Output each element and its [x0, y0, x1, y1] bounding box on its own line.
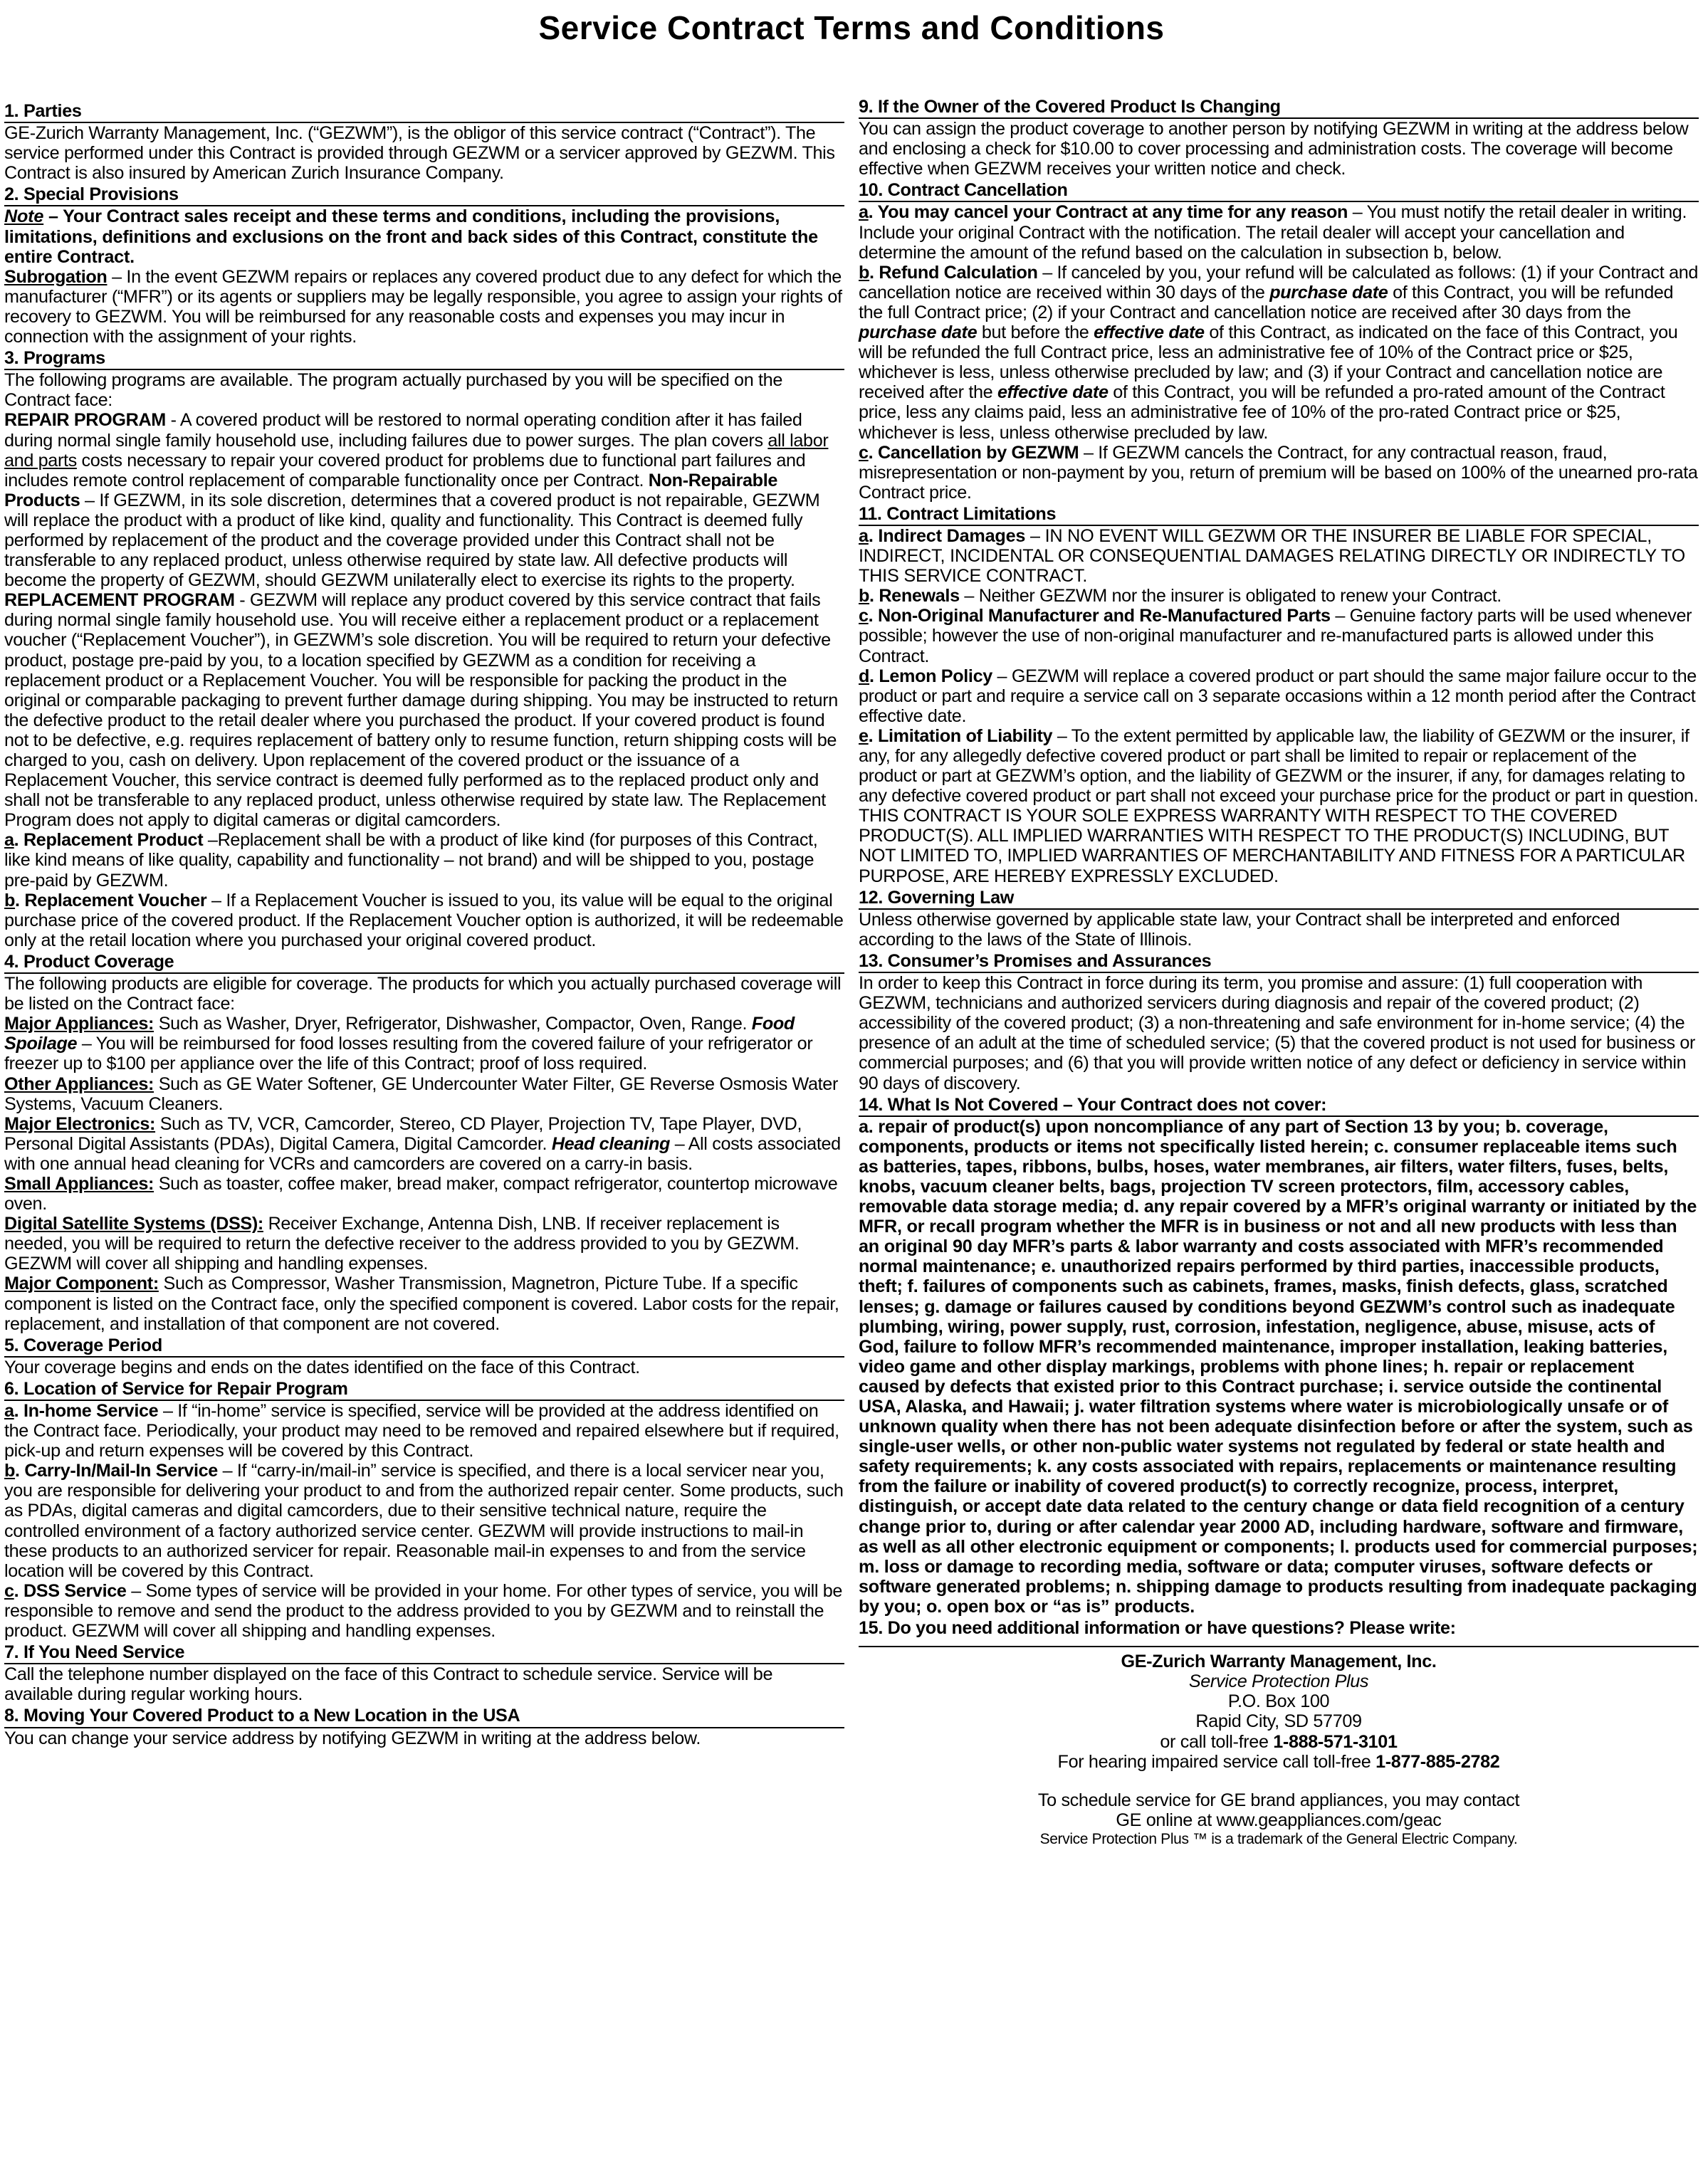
renewals-text: – Neither GEZWM nor the insurer is obligated to renew your Contract. [959, 586, 1502, 607]
section-body: Your coverage begins and ends on the dates identified on the face of this Contract. [4, 1357, 640, 1377]
repair-program-label: REPAIR PROGRAM [4, 410, 166, 431]
section-heading: 1. Parties [4, 101, 844, 123]
purchase-date-term: purchase date [859, 322, 978, 343]
repair-program-text-2: costs necessary to repair your covered product for problems due to functional part failures and includes remote control replacement of comparable functionality once per Contract. [4, 450, 806, 490]
subrogation-text: – In the event GEZWM repairs or replaces any covered product due to any defect for which the manufacturer (“MFR”) or its agents or suppliers may be legally responsible, you agree to assign your rights of recovery to GEZWM. You will be reimbursed for any reasonable costs and expenses you may incur in connection with the assignment of your rights. [4, 266, 842, 347]
section-body: GE-Zurich Warranty Management, Inc. (“GEZWM”), is the obligor of this service contract (“Contract”). The service performed under this Contract is provided through GEZWM or a servicer approved by GEZWM. This Contract is also insured by American Zurich Insurance Company. [4, 123, 835, 184]
cancel-anytime-label: . You may cancel your Contract at any time for any reason [868, 202, 1348, 223]
company-name: GE-Zurich Warranty Management, Inc. [1121, 1652, 1437, 1672]
lemon-policy-label: . Lemon Policy [869, 666, 992, 686]
section-heading: 3. Programs [4, 348, 844, 370]
programs-intro: The following programs are available. The program actually purchased by you will be specified on the Contract face: [4, 370, 782, 411]
subsection-letter: d [859, 666, 870, 686]
limitation-of-liability-text: – To the extent permitted by applicable law, the liability of GEZWM or the insurer, if any, for any allegedly defective covered product or part shall be limited to repair or replacement of the product or part at GEZWM’s option, and the liability of GEZWM or the insurer, if any, for damages relating to any defective covered product or part shall not exceed your purchase price for the product or part in question. THIS CONTRACT IS YOUR SOLE EXPRESS WARRANTY WITH RESPECT TO THE COVERED PRODUCT(S). ALL IMPLIED WARRANTIES WITH RESPECT TO THE PRODUCT(S) INCLUDING, BUT NOT LIMITED TO, IMPLIED WARRANTIES OF MERCHANTABILITY AND FITNESS FOR A PARTICULAR PURPOSE, ARE HEREBY EXPRESSLY EXCLUDED. [859, 725, 1699, 886]
dss-service-paragraph [4, 1581, 844, 1641]
renewals-label: . Renewals [869, 586, 960, 607]
schedule-service-line-2: GE online at www.geappliances.com/geac [1116, 1810, 1442, 1830]
section-heading: 14. What Is Not Covered – Your Contract does not cover: [859, 1095, 1699, 1117]
major-appliances-text: Such as Washer, Dryer, Refrigerator, Dishwasher, Compactor, Oven, Range. [154, 1014, 752, 1034]
section-coverage-period [4, 1335, 844, 1377]
subsection-letter: a [859, 525, 869, 546]
subsection-letter: a [4, 830, 14, 851]
section-moving-product [4, 1706, 844, 1748]
non-original-parts-label: . Non-Original Manufacturer and Re-Manufactured Parts [868, 606, 1331, 626]
carry-in-service-text: – If “carry-in/mail-in” service is specified, and there is a local servicer near you, you are responsible for delivering your product to and from the authorized repair center. Some products, such as PDAs, digital cameras and digital camcorders, due to their sensitive technical nature, require the controlled environment of a factory authorized service center. GEZWM will provide instructions to mail-in these products to an authorized servicer for repair. Reasonable mail-in expenses to and from the service location will be covered by this Contract. [4, 1461, 844, 1581]
section-heading: 2. Special Provisions [4, 184, 844, 206]
section-contract-limitations [859, 504, 1699, 886]
section-heading: 10. Contract Cancellation [859, 180, 1699, 202]
major-appliances-label: Major Appliances: [4, 1014, 154, 1034]
section-heading: 5. Coverage Period [4, 1335, 844, 1358]
section-additional-information [859, 1618, 1699, 1849]
in-home-service-text: – If “in-home” service is specified, service will be provided at the address identified on the Contract face. Periodically, your product may need to be removed and repaired elsewhere but if required, pick-up and return expenses will be covered by this Contract. [4, 1401, 839, 1461]
section-heading: 12. Governing Law [859, 888, 1699, 910]
head-cleaning-label: Head cleaning [551, 1133, 671, 1154]
note-text: – Your Contract sales receipt and these terms and conditions, including the provisions, limitations, definitions and exclusions on the front and back sides of this Contract, constitute the entire Contract. [4, 206, 818, 267]
food-spoilage-label: Food Spoilage [4, 1014, 795, 1054]
major-electronics-label: Major Electronics: [4, 1113, 156, 1134]
carry-in-service-paragraph [4, 1461, 844, 1581]
section-programs [4, 348, 844, 950]
major-component-paragraph [4, 1274, 844, 1333]
in-home-service-label: . In-home Service [14, 1401, 159, 1421]
section-body: Call the telephone number displayed on the face of this Contract to schedule service. Service will be available during regular working hours. [4, 1664, 773, 1705]
refund-text: of this Contract, you will be refunded a pro-rated amount of the Contract price, less any claims paid, less an administrative fee of 10% of the pro-rated Contract price or $25, whichever is less, unless otherwise precluded by law. [859, 382, 1665, 443]
dss-service-label: . DSS Service [14, 1580, 127, 1601]
refund-text: but before the [977, 322, 1094, 343]
non-repairable-label: Non-Repairable Products [4, 470, 778, 510]
replacement-program-paragraph [4, 590, 844, 830]
section-heading: 15. Do you need additional information or have questions? Please write: [859, 1618, 1456, 1639]
po-box: P.O. Box 100 [1227, 1691, 1330, 1712]
replacement-product-paragraph [4, 830, 844, 890]
major-component-text: Such as Compressor, Washer Transmission, Magnetron, Picture Tube. If a specific component is listed on the Contract face, only the specified component is covered. Labor costs for the repair, replacement, and installation of that component are not covered. [4, 1274, 839, 1334]
subsection-letter: c [859, 606, 869, 626]
refund-text: – If canceled by you, your refund will be calculated as follows: (1) if your Contract and cancellation notice are received within 30 days of the [859, 262, 1699, 303]
small-appliances-paragraph [4, 1174, 844, 1214]
section-special-provisions [4, 184, 844, 347]
limitation-of-liability-paragraph [859, 726, 1699, 886]
subrogation-paragraph [4, 267, 844, 347]
subsection-letter: a [859, 202, 869, 223]
subsection-letter: b [859, 262, 870, 283]
non-repairable-text: – If GEZWM, in its sole discretion, determines that a covered product is not repairable, GEZWM will replace the product with a product of like kind, quality and functionality. This Contract is deemed fully performed by replacement of the product and the coverage provided under this Contract shall not be transferable to any replaced product, unless otherwise required by state law. All defective products will become the property of GEZWM, should GEZWM unilaterally elect to exercise its rights to the property. [4, 490, 820, 591]
small-appliances-label: Small Appliances: [4, 1173, 154, 1194]
section-heading: 6. Location of Service for Repair Program [4, 1379, 844, 1401]
replacement-voucher-text: – If a Replacement Voucher is issued to you, its value will be equal to the original purchase price of the covered product. If the Replacement Voucher option is authorized, it will be redeemable only at the retail location where you purchased your original covered product. [4, 890, 844, 950]
replacement-product-text: –Replacement shall be with a product of like kind (for purposes of this Contract, like kind means of like quality, capability and functionality – not brand) and will be shipped to you, postage pre-paid by GEZWM. [4, 830, 818, 891]
dss-text: Receiver Exchange, Antenna Dish, LNB. If receiver replacement is needed, you will be required to return the defective receiver to the address provided to you by GEZWM. GEZWM will cover all shipping and handling expenses. [4, 1214, 800, 1274]
note-paragraph [4, 206, 844, 266]
food-spoilage-text: – You will be reimbursed for food losses resulting from the covered failure of your refrigerator or freezer up to $100 per appliance over the life of this Contract; proof of loss required. [4, 1034, 813, 1074]
refund-text: of this Contract, you will be refunded the full Contract price; (2) if your Contract and cancellation notice are received after 30 days from the [859, 282, 1674, 322]
subsection-letter: b [4, 890, 16, 910]
refund-calculation-label: . Refund Calculation [869, 262, 1038, 283]
exclusions-list: a. repair of product(s) upon noncompliance of any part of Section 13 by you; b. coverage, components, products or items not specifically listed herein; c. consumer replaceable items such as batteries, tapes, ribbons, bulbs, hoses, water membranes, air filters, water filters, fuses, belts, knobs, vacuum cleaner belts, bags, projection TV screen protectors, film, accessory cables, removable data storage media; d. any repair covered by a MFR’s original warranty or initiated by the MFR, or recall program whether the MFR is in business or not and all new products with less than an original 90 day MFR’s parts & labor warranty and costs associated with MFR’s recommended normal maintenance; e. unauthorized repairs performed by third parties, inaccessible products, theft; f. failures of components such as cabinets, frames, masks, finish defects, glass, scratched lenses; g. damage or failures caused by conditions beyond GEZWM’s control such as inadequate plumbing, wiring, power supply, rust, corrosion, infestation, negligence, abuse, misuse, acts of God, failure to follow MFR’s recommended maintenance, improper installation, leaking batteries, video game and other display markings, problems with phone lines; h. repair or replacement caused by defects that existed prior to this Contract purchase; i. service outside the continental USA, Alaska, and Hawaii; j. water filtration systems where water is microbiologically unsafe or of unknown quality when there has not been adequate disinfection before or after the system, such as single-user wells, or other non-public water systems not regulated by federal or state health and safety requirements; k. any costs associated with repairs, replacements or maintenance resulting from the failure or inability of covered product(s) to correctly recognize, process, interpret, distinguish, or accept date data related to the century change or data field recognition of a century change prior to, during or after calendar year 2000 AD, including hardware, software and firmware, as well as all other electronic equipment or components; l. products used for commercial purposes; m. loss or damage to recording media, software or data; computer viruses, software defects or software generated problems; n. shipping damage to products resulting from inadequate packaging by you; o. open box or “as is” products. [859, 1116, 1698, 1617]
purchase-date-term: purchase date [1269, 282, 1388, 303]
indirect-damages-label: . Indirect Damages [868, 525, 1026, 546]
cancellation-by-gezwm-label: . Cancellation by GEZWM [868, 442, 1079, 463]
columns [4, 71, 1699, 1849]
contact-address-block [859, 1646, 1699, 1849]
section-heading: 9. If the Owner of the Covered Product Is Changing [859, 97, 1699, 119]
major-electronics-text: Such as TV, VCR, Camcorder, Stereo, CD Player, Projection TV, Tape Player, DVD, Personal Digital Assistants (PDAs), Digital Camera, Digital Camcorder. [4, 1113, 802, 1154]
major-component-label: Major Component: [4, 1274, 159, 1294]
document-title: Service Contract Terms and Conditions [538, 9, 1165, 46]
section-location-of-service [4, 1379, 844, 1641]
replacement-voucher-paragraph [4, 891, 844, 950]
trademark-notice: Service Protection Plus ™ is a trademark of the General Electric Company. [1039, 1830, 1518, 1847]
cancellation-by-gezwm-paragraph [859, 443, 1699, 503]
section-heading: 11. Contract Limitations [859, 504, 1699, 526]
small-appliances-text: Such as toaster, coffee maker, bread maker, compact refrigerator, countertop microwave oven. [4, 1173, 838, 1214]
section-owner-changing [859, 97, 1699, 179]
repair-program-paragraph [4, 410, 844, 590]
subsection-letter: c [859, 442, 869, 463]
coverage-intro: The following products are eligible for coverage. The products for which you actually purchased coverage will be listed on the Contract face: [4, 974, 842, 1014]
section-governing-law [859, 888, 1699, 950]
section-product-coverage [4, 952, 844, 1334]
section-contract-cancellation [859, 180, 1699, 503]
section-body: Unless otherwise governed by applicable state law, your Contract shall be interpreted and enforced according to the laws of the State of Illinois. [859, 909, 1620, 950]
dss-label: Digital Satellite Systems (DSS): [4, 1214, 263, 1234]
subsection-letter: a [4, 1401, 14, 1421]
toll-free-line [859, 1732, 1699, 1752]
hearing-impaired-number: 1-877-885-2782 [1376, 1751, 1500, 1772]
effective-date-term: effective date [1094, 322, 1205, 343]
replacement-program-label: REPLACEMENT PROGRAM [4, 590, 235, 611]
repair-program-underlined: all labor and parts [4, 430, 829, 471]
section-heading: 4. Product Coverage [4, 952, 844, 974]
refund-text: of this Contract, as indicated on the face of this Contract, you will be refunded the full Contract price, less an administrative fee of 10% of the Contract price or $25, whichever is less, unless otherwise precluded by law; and (3) if your Contract and cancellation notice are received after the [859, 322, 1678, 403]
replacement-program-text: - GEZWM will replace any product covered by this service contract that fails during normal single family household use. You will receive either a replacement product or a replacement voucher (“Replacement Voucher”), in GEZWM’s sole discretion. You will be required to return your defective product, postage pre-paid by you, to a location specified by GEZWM as a condition for receiving a replacement product or a Replacement Voucher. You will be responsible for packing the product in the original or comparable packaging to prevent further damage during shipping. You may be instructed to return the defective product to the retail dealer where you purchased the product. If your covered product is found not to be defective, e.g. requires replacement of battery only to resume function, return shipping costs will be charged to you, cash on delivery. Upon replacement of the covered product or the issuance of a Replacement Voucher, this service contract is deemed fully performed as to the replaced product only and shall not be transferable to any replaced product, unless otherwise required by state law. The Replacement Program does not apply to digital cameras or digital camcorders. [4, 590, 838, 831]
city-state-zip: Rapid City, SD 57709 [1195, 1711, 1362, 1732]
subsection-letter: e [859, 725, 869, 746]
section-body: In order to keep this Contract in force during its term, you promise and assure: (1) full cooperation with GEZWM, technicians and authorized servicers during diagnosis and repair of the covered product; (2) accessibility of the covered product; (3) a non-threatening and safe environment for in-home service; (4) the presence of an adult at the time of scheduled service; (5) that the covered product is not used for business or commercial purposes; and (6) that you will provide written notice of any defect or deficiency in service within 90 days of discovery. [859, 973, 1696, 1093]
hearing-impaired-text: For hearing impaired service call toll-free [1057, 1751, 1376, 1772]
indirect-damages-paragraph [859, 526, 1699, 586]
section-body: You can assign the product coverage to another person by notifying GEZWM in writing at the address below and enclosing a check for $10.00 to cover processing and administration costs. The coverage will become effective when GEZWM receives your written notice and check. [859, 119, 1689, 179]
section-heading: 8. Moving Your Covered Product to a New Location in the USA [4, 1706, 844, 1728]
schedule-service-line-1: To schedule service for GE brand appliances, you may contact [1037, 1790, 1520, 1810]
section-heading: 13. Consumer’s Promises and Assurances [859, 951, 1699, 973]
subsection-letter: b [859, 586, 870, 607]
toll-free-text: or call toll-free [1160, 1731, 1274, 1752]
carry-in-service-label: . Carry-In/Mail-In Service [15, 1461, 218, 1481]
replacement-product-label: . Replacement Product [14, 830, 204, 851]
major-appliances-paragraph [4, 1014, 844, 1073]
subsection-letter: b [4, 1461, 16, 1481]
left-column [4, 100, 844, 1849]
subrogation-label: Subrogation [4, 266, 108, 287]
other-appliances-paragraph [4, 1074, 844, 1114]
replacement-voucher-label: . Replacement Voucher [15, 890, 207, 910]
section-heading: 7. If You Need Service [4, 1642, 844, 1664]
hearing-impaired-line [859, 1752, 1699, 1772]
section-not-covered [859, 1095, 1699, 1617]
note-label: Note [4, 206, 44, 227]
spacer [859, 1772, 1699, 1790]
section-if-you-need-service [4, 1642, 844, 1704]
dss-paragraph [4, 1214, 844, 1274]
in-home-service-paragraph [4, 1401, 844, 1461]
section-consumer-promises [859, 951, 1699, 1093]
head-cleaning-text: – All costs associated with one annual head cleaning for VCRs and camcorders are covered on a carry-in basis. [4, 1133, 841, 1174]
section-parties [4, 101, 844, 183]
cancel-anytime-paragraph [859, 202, 1699, 262]
cancel-anytime-text: – You must notify the retail dealer in writing. Include your original Contract with the notification. The retail dealer will accept your cancellation and determine the amount of the refund based on the calculation in subsection b, below. [859, 202, 1687, 263]
renewals-paragraph [859, 586, 1699, 606]
lemon-policy-text: – GEZWM will replace a covered product or part should the same major failure occur to the product or part and require a service call on 3 separate occasions within a 12 month period after the Contract effective date. [859, 666, 1697, 726]
indirect-damages-text: – IN NO EVENT WILL GEZWM OR THE INSURER BE LIABLE FOR SPECIAL, INDIRECT, INCIDENTAL OR CONSEQUENTIAL DAMAGES RELATING DIRECTLY OR INDIRECTLY TO THIS SERVICE CONTRACT. [859, 525, 1686, 587]
section-body: You can change your service address by notifying GEZWM in writing at the address below. [4, 1728, 701, 1748]
non-original-parts-paragraph [859, 606, 1699, 666]
program-name: Service Protection Plus [1188, 1671, 1369, 1692]
other-appliances-text: Such as GE Water Softener, GE Undercounter Water Filter, GE Reverse Osmosis Water Systems, Vacuum Cleaners. [4, 1073, 839, 1114]
dss-service-text: – Some types of service will be provided in your home. For other types of service, you will be responsible to remove and send the product to the address provided to you by GEZWM and to reinstall the product. GEZWM will cover all shipping and handling expenses. [4, 1580, 843, 1642]
limitation-of-liability-label: . Limitation of Liability [868, 725, 1053, 746]
right-column [859, 95, 1699, 1849]
effective-date-term: effective date [997, 382, 1109, 403]
toll-free-number: 1-888-571-3101 [1273, 1731, 1398, 1752]
other-appliances-label: Other Appliances: [4, 1073, 154, 1094]
non-original-parts-text: – Genuine factory parts will be used whenever possible; however the use of non-original manufacturer and re-manufactured parts is allowed under this Contract. [859, 606, 1692, 666]
refund-calculation-paragraph [859, 263, 1699, 443]
major-electronics-paragraph [4, 1114, 844, 1174]
lemon-policy-paragraph [859, 666, 1699, 726]
cancellation-by-gezwm-text: – If GEZWM cancels the Contract, for any contractual reason, fraud, misrepresentation or non-payment by you, return of premium will be based on 100% of the unearned pro-rata Contract price. [859, 442, 1698, 503]
repair-program-text: - A covered product will be restored to normal operating condition after it has failed during normal single family household use, including failures due to power surges. The plan covers [4, 410, 802, 451]
subsection-letter: c [4, 1580, 14, 1601]
